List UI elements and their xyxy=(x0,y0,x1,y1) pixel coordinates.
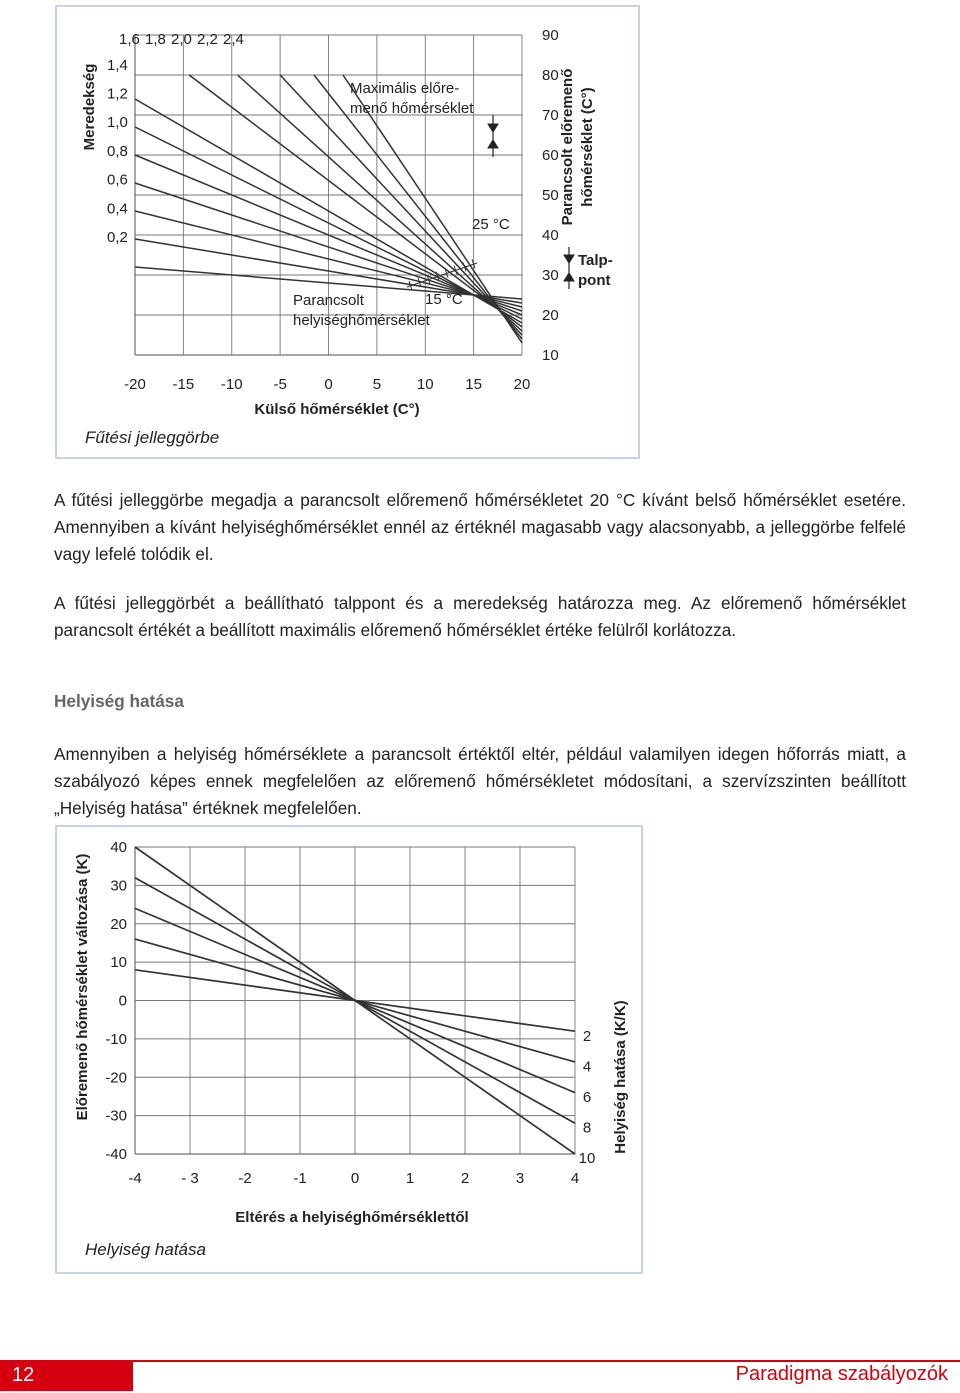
annotation-room-setpoint: Parancsolt helyiséghőmérséklet xyxy=(293,292,430,329)
y-tick-label: 80 xyxy=(542,67,559,84)
x-tick-label: 0 xyxy=(350,1170,360,1187)
y-tick-label: 60 xyxy=(542,147,559,164)
slope-label: 0,4 xyxy=(107,200,128,218)
x-tick-label: 3 xyxy=(515,1170,525,1187)
figure2-caption: Helyiség hatása xyxy=(85,1240,206,1259)
ylabel-right: Helyiség hatása (K/K) xyxy=(612,1000,629,1154)
slope-label: 1,0 xyxy=(107,114,128,132)
x-tick-label: 1 xyxy=(405,1170,415,1187)
xlabel: Eltérés a helyiséghőmérséklettől xyxy=(235,1209,469,1226)
figure-heating-curve xyxy=(55,5,640,459)
y-tick-label: -30 xyxy=(105,1107,127,1125)
heating-curve-chart xyxy=(57,7,638,457)
ylabel-right: Parancsolt előremenő hőmérséklet (C°) xyxy=(559,68,596,226)
right-scale-label: 10 xyxy=(578,1150,596,1167)
x-tick-label: -15 xyxy=(172,376,195,393)
slope-label: 1,6 xyxy=(119,31,140,48)
slope-label: 1,4 xyxy=(107,56,128,74)
y-tick-label: -40 xyxy=(105,1146,127,1163)
x-tick-label: -5 xyxy=(273,376,287,393)
slope-label: 2,0 xyxy=(171,31,192,48)
y-tick-label: 40 xyxy=(542,227,559,244)
y-tick-label: 20 xyxy=(110,915,127,933)
annotation-15c: 15 °C xyxy=(425,291,463,308)
annotation-25c: 25 °C xyxy=(472,216,510,233)
y-tick-label: 0 xyxy=(118,992,127,1010)
x-tick-label: - 3 xyxy=(181,1170,199,1187)
slope-label: 1,8 xyxy=(145,31,166,48)
y-tick-label: 90 xyxy=(542,27,559,44)
annotation-max-flow: Maximális előre-menő hőmérséklet xyxy=(350,80,474,117)
ylabel-left: Meredekség xyxy=(81,63,98,151)
figure1-caption: Fűtési jelleggörbe xyxy=(85,428,220,447)
x-tick-label: -1 xyxy=(293,1170,307,1187)
x-tick-label: 4 xyxy=(570,1170,580,1187)
y-tick-label: 70 xyxy=(542,107,559,124)
max-flow-arrow xyxy=(488,115,498,157)
y-tick-label: 50 xyxy=(542,187,559,204)
slope-label: 1,2 xyxy=(107,85,128,103)
slope-label: 0,8 xyxy=(107,142,128,160)
x-tick-label: 0 xyxy=(324,376,333,393)
y-tick-label: 40 xyxy=(110,839,127,856)
paragraph-heating-curve: A fűtési jelleggörbe megadja a parancsolt előremenő hőmérsékletet 20 °C kívánt belső hőmérséklet esetére. Amennyiben a kívánt helyiséghőmérséklet ennél az értéknél magasabb vagy alacsonyabb, a jelleggörbe felfelé vagy lefelé tolódik el. xyxy=(54,490,906,564)
right-scale-label: 2 xyxy=(582,1028,592,1045)
x-tick-label: 2 xyxy=(460,1170,470,1187)
slope-label: 2,2 xyxy=(197,31,218,48)
y-tick-label: 20 xyxy=(542,307,559,324)
x-tick-label: -20 xyxy=(124,376,146,393)
right-scale-label: 8 xyxy=(582,1119,592,1137)
page-footer xyxy=(0,1360,960,1393)
figure-room-effect xyxy=(55,825,643,1274)
slope-label: 0,6 xyxy=(107,171,128,189)
footer-rule xyxy=(133,1360,960,1362)
paragraph-base-slope: A fűtési jelleggörbét a beállítható talppont és a meredekség határozza meg. Az előremenő hőmérséklet parancsolt értékét a beállított maximális előremenő hőmérséklet értéke felülről korlátozza. xyxy=(54,593,906,640)
y-tick-label: -20 xyxy=(105,1069,127,1087)
y-tick-label: 10 xyxy=(542,347,559,364)
page-number: 12 xyxy=(0,1360,133,1391)
x-tick-label: -4 xyxy=(128,1170,142,1187)
right-scale-label: 4 xyxy=(582,1058,592,1076)
x-tick-label: 20 xyxy=(513,376,531,393)
y-tick-label: -10 xyxy=(105,1030,127,1048)
y-tick-label: 10 xyxy=(110,954,127,972)
x-tick-label: -10 xyxy=(220,376,243,393)
annotation-base-point: Talp-pont xyxy=(578,252,613,289)
paragraph-room-effect: Amennyiben a helyiség hőmérséklete a parancsolt értéktől eltér, például valamilyen idegen hőforrás miatt, a szabályozó képes ennek megfelelően az előremenő hőmérsékletet módosítani, a szervízszinten beállított „Helyiség hatása” értéknek megfelelően. xyxy=(54,744,906,818)
right-scale-label: 6 xyxy=(582,1089,592,1106)
base-point-arrow xyxy=(564,247,574,289)
room-effect-chart xyxy=(57,827,641,1272)
y-tick-label: 30 xyxy=(542,267,559,284)
x-tick-label: 5 xyxy=(372,376,382,393)
x-tick-label: 15 xyxy=(465,376,482,393)
y-tick-label: 30 xyxy=(110,877,127,895)
ylabel-left: Előremenő hőmérséklet változása (K) xyxy=(74,853,91,1121)
xlabel: Külső hőmérséklet (C°) xyxy=(254,401,420,418)
slope-label: 2,4 xyxy=(223,31,244,48)
x-tick-label: -2 xyxy=(238,1170,252,1187)
x-tick-label: 10 xyxy=(416,376,434,393)
slope-label: 0,2 xyxy=(107,229,128,246)
footer-title: Paradigma szabályozók xyxy=(735,1363,948,1385)
section-heading-room-effect: Helyiség hatása xyxy=(54,691,184,711)
